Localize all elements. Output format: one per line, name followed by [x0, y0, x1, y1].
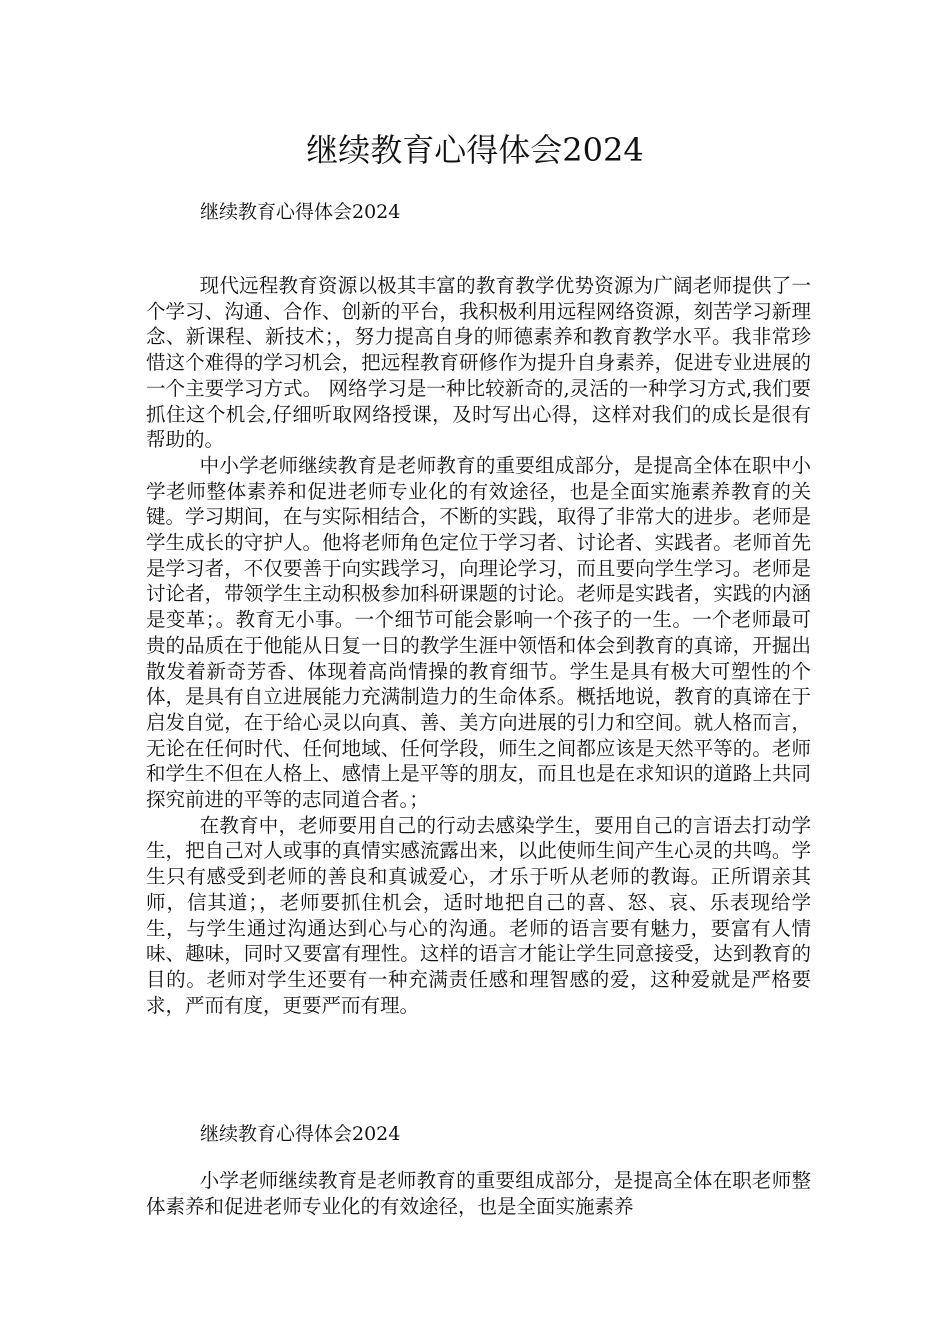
- paragraph: 中小学老师继续教育是老师教育的重要组成部分，是提高全体在职中小学老师整体素养和促进老师专业化的有效途径，也是全面实施素养教育的关键。学习期间，在与实际相结合，不断的实践，取得了非常大的进步。老师是学生成长的守护人。他将老师角色定位于学习者、讨论者、实践者。老师首先是学习者，不仅要善于向实践学习，向理论学习，而且要向学生学习。老师是讨论者，带领学生主动积极参加科研课题的讨论。老师是实践者，实践的内涵是变革；。教育无小事。一个细节可能会影响一个孩子的一生。一个老师最可贵的品质在于他能从日复一日的教学生涯中领悟和体会到教育的真谛，开掘出散发着新奇芳香、体现着高尚情操的教育细节。学生是具有极大可塑性的个体，是具有自立进展能力充满制造力的生命体系。概括地说，教育的真谛在于启发自觉，在于给心灵以向真、善、美方向进展的引力和空间。就人格而言，无论在任何时代、任何地域、任何学段，师生之间都应该是天然平等的。老师和学生不但在人格上、感情上是平等的朋友，而且也是在求知识的道路上共同探究前进的平等的志同道合者。；: [146, 453, 811, 812]
- document-title: 继续教育心得体会2024: [306, 131, 644, 169]
- paragraph: 小学老师继续教育是老师教育的重要组成部分，是提高全体在职老师整体素养和促进老师专业化的有效途径，也是全面实施素养: [146, 1169, 811, 1218]
- section-heading-2: 继续教育心得体会2024: [200, 1123, 401, 1145]
- paragraph: 现代远程教育资源以极其丰富的教育教学优势资源为广阔老师提供了一个学习、沟通、合作、创新的平台，我积极利用远程网络资源，刻苦学习新理念、新课程、新技术；，努力提高自身的师德素养和教育教学水平。我非常珍惜这个难得的学习机会，把远程教育研修作为提升自身素养，促进专业进展的一个主要学习方式。 网络学习是一种比较新奇的,灵活的一种学习方式,我们要抓住这个机会,仔细听取网络授课，及时写出心得，这样对我们的成长是很有帮助的。: [146, 274, 811, 452]
- section-body-2: [146, 1168, 811, 1219]
- section-heading-1: 继续教育心得体会2024: [200, 201, 401, 223]
- paragraph: 在教育中，老师要用自己的行动去感染学生，要用自己的言语去打动学生，把自己对人或事的真情实感流露出来，以此使师生间产生心灵的共鸣。学生只有感受到老师的善良和真诚爱心，才乐于听从老师的教诲。正所谓亲其师，信其道；，老师要抓住机会，适时地把自己的喜、怒、哀、乐表现给学生，与学生通过沟通达到心与心的沟通。老师的语言要有魅力，要富有人情味、趣味，同时又要富有理性。这样的语言才能让学生同意接受，达到教育的目的。老师对学生还要有一种充满责任感和理智感的爱，这种爱就是严格要求，严而有度，更要严而有理。: [146, 813, 811, 1017]
- section-body-1: [146, 273, 811, 1018]
